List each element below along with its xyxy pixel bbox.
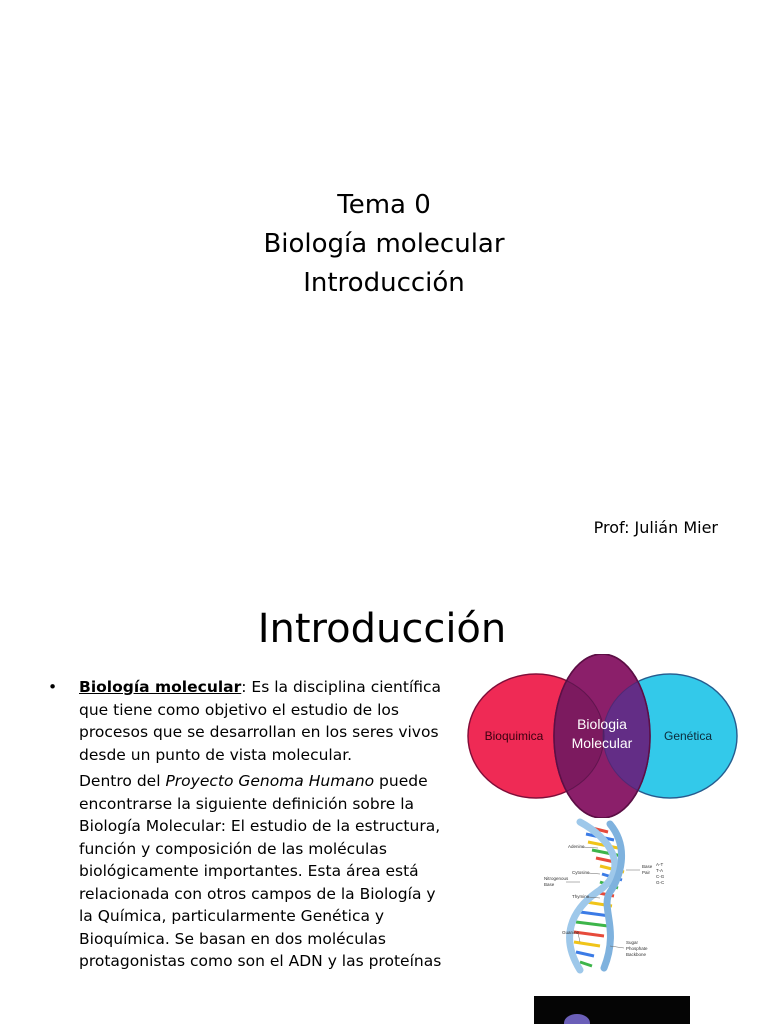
dna-label-guanine: Guanine	[562, 930, 580, 935]
dna-label-base-pair-2: Pair	[642, 870, 651, 875]
venn-center-label-1: Biologia	[577, 716, 627, 732]
dna-label-nitrogenous: Nitrogenous	[544, 876, 569, 881]
molecule-photo	[534, 996, 690, 1024]
title-line-1: Tema 0	[337, 190, 431, 220]
paragraph-after: puede encontrarse la siguiente definición sobre la Biología Molecular: El estudio de la estructura, función y composición de las moléculas biológicamente importantes. Esta área está relacionada con otros campos de la Biología y la Química, particularmente Genética y Bioquímica. Se basan en dos moléculas protagonistas como son el ADN y las proteínas	[79, 772, 442, 970]
bullet-item	[48, 676, 448, 766]
dna-label-pair-cg: C-G	[656, 874, 665, 879]
venn-diagram	[466, 654, 738, 818]
dna-label-backbone: Backbone	[626, 952, 647, 957]
dna-label-pair-ta: T-A	[656, 868, 664, 873]
venn-center-label-2: Molecular	[571, 735, 633, 751]
dna-label-phosphate: Phosphate	[626, 946, 648, 951]
dna-label-pair-gc: G-C	[656, 880, 665, 885]
venn-right-label: Genética	[663, 729, 713, 743]
dna-label-base-pair-1: Base	[642, 864, 653, 869]
author-line: Prof: Julián Mier	[593, 518, 718, 537]
dna-label-pair-at: A-T	[656, 862, 664, 867]
title-line-2: Biología molecular	[263, 229, 505, 259]
dna-illustration	[540, 818, 680, 984]
venn-left-label: Bioquimica	[484, 729, 544, 743]
paragraph-before: Dentro del	[79, 772, 166, 790]
paragraph-italic: Proyecto Genoma Humano	[165, 772, 375, 790]
slide-2	[0, 576, 768, 1024]
slide-2-title: Introducción	[257, 606, 507, 652]
slide-title	[0, 186, 768, 303]
dna-label-sugar: Sugar	[626, 940, 639, 945]
dna-label-adenine: Adenine	[568, 844, 585, 849]
dna-label-cytosine: Cytosine	[572, 870, 590, 875]
term-biologia-molecular: Biología molecular	[79, 678, 242, 696]
paragraph-genoma	[48, 770, 448, 973]
molecule-blob	[564, 1014, 590, 1024]
dna-label-base: Base	[544, 882, 555, 887]
dna-label-thymine: Thymine	[572, 894, 590, 899]
title-line-3: Introducción	[303, 268, 465, 298]
body-text	[48, 676, 448, 973]
bullet-icon: •	[48, 678, 58, 696]
term-definition: : Es la disciplina científica que tiene como objetivo el estudio de los procesos que se desarrollan en los seres vivos desde un punto de vista molecular.	[79, 678, 442, 764]
